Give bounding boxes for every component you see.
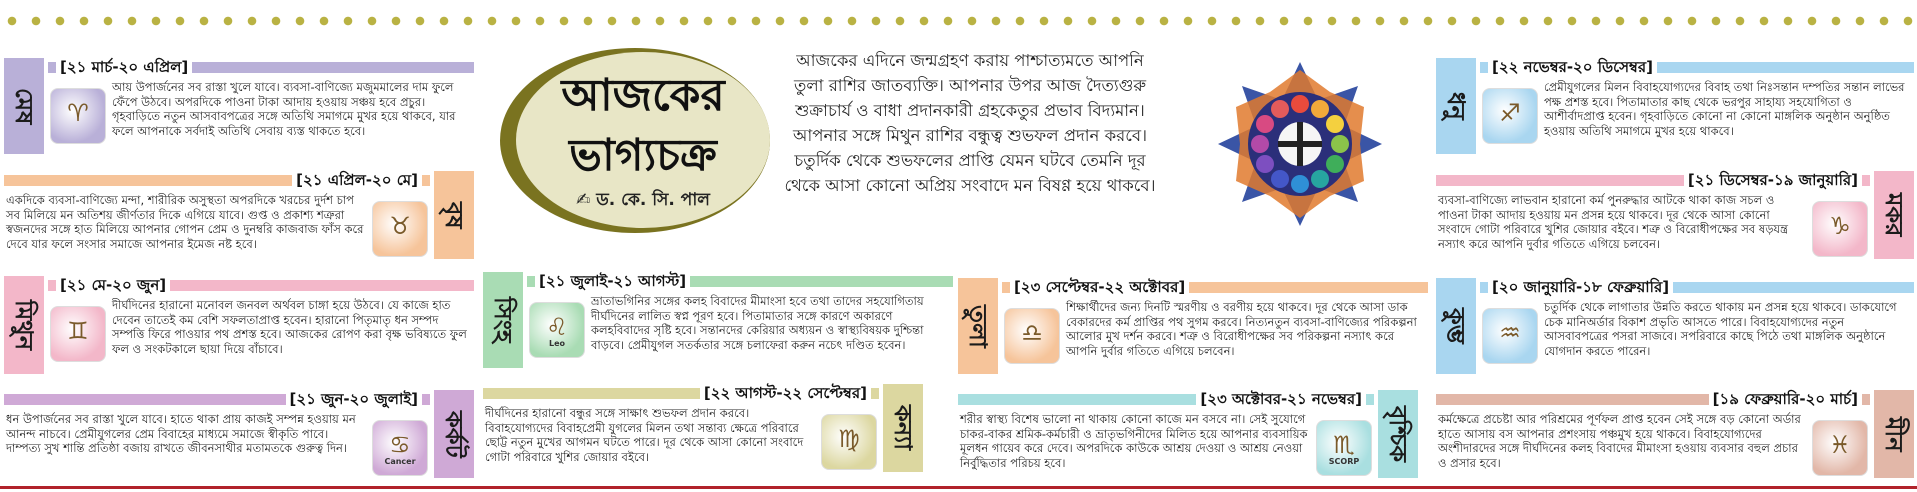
capricorn-goat-icon: [1812, 201, 1868, 257]
sign-block: [1436, 384, 1914, 484]
zodiac-glyph-icon: ♏: [1333, 431, 1355, 459]
sign-name-tab: সিংহ: [483, 272, 523, 368]
sign-name-tab: কর্কট: [434, 390, 474, 478]
zodiac-caption: Leo: [548, 339, 566, 348]
forecast-text: চতুর্দিক থেকে লাগাতার উন্নতি করতে থাকায় মন প্রসন্ন হয়ে থাকবে। ডাকযোগে চেক মানিঅর্ডার বিকাশ প্রভৃতি আসতে পারে। বিবাহযোগ্যদের নতুন আসবাবপত্রের পসরা সাজবে। সপরিবারে কাছে পিঠে তথা মাঙ্গলিক অনুষ্ঠানে যোগদান করতে পারেন।: [1544, 300, 1897, 358]
zodiac-glyph-icon: ♋: [389, 431, 411, 459]
sign-block: [4, 270, 474, 380]
dotted-top-border: [0, 14, 1917, 28]
zodiac-glyph-icon: ♊: [67, 317, 89, 345]
pen-nib-icon: ✍: [576, 190, 591, 210]
sign-name-tab: তুলা: [958, 278, 998, 374]
zodiac-glyph-icon: ♐: [1499, 99, 1521, 127]
leo-lion-icon: [529, 302, 585, 358]
zodiac-glyph-icon: ♍: [838, 425, 860, 453]
zodiac-glyph-icon: ♓: [1829, 431, 1851, 459]
libra-scales-icon: [1004, 308, 1060, 364]
sign-name-tab: মীন: [1874, 390, 1914, 478]
sign-block: [4, 384, 474, 484]
zodiac-wheel-icon: [1218, 62, 1382, 226]
sign-date-range: [২২ আগস্ট-২২ সেপ্টেম্বর]: [700, 383, 871, 403]
sign-block: [958, 384, 1418, 484]
forecast-text: ভ্রাতাভগিনির সঙ্গের কলহ বিবাদের মীমাংসা হবে তথা তাদের সহযোগিতায় দীর্ঘদিনের লালিত স্বপ্ন পূরণ হবে। পিতামাতার সঙ্গে কারণে অকারণে কলহবিবাদের সৃষ্টি হবে। সন্তানদের কেরিয়ার অধ্যয়ন ও স্বাস্থ্যবিষয়ক দুশ্চিন্তা বাড়বে। প্রেমীযুগল সতর্কতার সঙ্গে চলাফেরা করুন নচেৎ দণ্ডিত হবেন।: [591, 294, 924, 352]
sign-name-tab: বৃশ্চিক: [1378, 390, 1418, 478]
sign-date-range: [২১ মার্চ-২০ এপ্রিল]: [56, 57, 192, 77]
virgo-maiden-icon: [821, 414, 877, 470]
sign-block: [4, 165, 474, 265]
sign-block: [4, 52, 474, 160]
sign-name-tab: ধনু: [1436, 58, 1476, 154]
aries-ram-icon: [50, 88, 106, 144]
bottom-rule: [0, 486, 1917, 489]
forecast-text: শিক্ষার্থীদের জন্য দিনটি স্মরণীয় ও বরণীয় হয়ে থাকবে। দূর থেকে আসা ডাক বেকারদের কর্ম প্রাপ্তির পথ সুগম করবে। নিত্যনতুন ব্যবসা-বাণিজ্যের পরিকল্পনা আলোর মুখ দর্শন করবে। শত্রু ও বিরোধীপক্ষের সব পরিকল্পনা নস্যাৎ করে আপনি দুর্বার গতিতে এগিয়ে চলবেন।: [1066, 300, 1417, 358]
cancer-crab-icon: [372, 420, 428, 476]
sign-name-tab: কুম্ভ: [1436, 278, 1476, 374]
sign-block: [1436, 272, 1914, 380]
sign-block: [958, 272, 1428, 380]
zodiac-glyph-icon: ♈: [67, 99, 89, 127]
intro-paragraph: আজকের এদিনে জন্মগ্রহণ করায় পাশ্চাত্যমতে আপনি তুলা রাশির জাতব্যক্তি। আপনার উপর আজ দৈত্যগুরু শুক্রাচার্য ও বাধা প্রদানকারী গ্রহকেতুর প্রভাব বিদ্যমান। আপনার সঙ্গে মিথুন রাশির বন্ধুত্ব শুভফল প্রদান করবে। চতুর্দিক থেকে শুভফলের প্রাপ্তি যেমন ঘটবে তেমনি দূর থেকে আসা কোনো অপ্রিয় সংবাদে মন বিষণ্ণ হয়ে থাকবে।: [784, 51, 1156, 195]
sign-date-range: [১৯ ফেব্রুয়ারি-২০ মার্চ]: [1709, 389, 1862, 409]
sign-name-tab: বৃষ: [434, 171, 474, 259]
zodiac-glyph-icon: ♎: [1021, 319, 1043, 347]
aquarius-water-bearer-icon: [1482, 308, 1538, 364]
sign-date-range: [২০ জানুয়ারি-১৮ ফেব্রুয়ারি]: [1488, 277, 1673, 297]
sign-date-range: [২২ নভেম্বর-২০ ডিসেম্বর]: [1488, 57, 1657, 77]
zodiac-caption: SCORP: [1328, 457, 1360, 466]
scorpio-scorpion-icon: [1316, 420, 1372, 476]
sign-date-range: [২১ জুন-২০ জুলাই]: [286, 389, 423, 409]
page-title: আজকের ভাগ্যচক্র: [561, 70, 725, 181]
sign-name-tab: মেষ: [4, 58, 44, 154]
sign-date-range: [২১ এপ্রিল-২০ মে]: [292, 170, 422, 190]
taurus-bull-icon: [372, 201, 428, 257]
sign-date-range: [২১ ডিসেম্বর-১৯ জানুয়ারি]: [1684, 170, 1862, 190]
forecast-text: দীর্ঘদিনের হারানো বন্ধুর সঙ্গে সাক্ষাৎ শুভফল প্রদান করবে। বিবাহযোগ্যদের বিবাহপ্রেমী যুগলের মিলন তথা সন্তাব্য ক্ষেত্রে পরিবারে ছোট্ট নতুন মুখের আগমন ঘটতে পারে। দূর থেকে আসা কোনো সংবাদে গোটা পরিবারে খুশির জোয়ার বইবে।: [485, 406, 804, 464]
zodiac-glyph-icon: ♉: [389, 212, 411, 240]
sign-date-range: [২৩ অক্টোবর-২১ নভেম্বর]: [1196, 389, 1366, 409]
forecast-text: প্রেমীযুগলের মিলন বিবাহযোগ্যদের বিবাহ তথা নিঃসন্তান দম্পতির সন্তান লাভের পক্ষ প্রশস্ত হবে। পিতামাতার কাছ থেকে ভরপুর সাহায্য সহযোগিতা ও আশীর্বাদপ্রাপ্ত হবেন। গৃহবাড়িতে কোনো না কোনো মাঙ্গলিক অনুষ্ঠান অনুষ্ঠিত হওয়ায় অতিথি সমাগমে মুখর হয়ে থাকবে।: [1544, 80, 1905, 138]
sign-block: [483, 266, 953, 374]
title-fill: [516, 52, 770, 228]
title-badge: [500, 48, 770, 233]
zodiac-glyph-icon: ♒: [1499, 319, 1521, 347]
forecast-text: কর্মক্ষেত্রে প্রচেষ্টা আর পরিশ্রমের পূর্ণফল প্রাপ্ত হবেন সেই সঙ্গে বড় কোনো অর্ডার হাতে আসায় বস আপনার প্রশংসায় পঞ্চমুখ হয়ে থাকবে। বিবাহযোগ্যদের অংশীদারদের সঙ্গে দীর্ঘদিনের কলহ বিবাদের মীমাংসা হওয়ায় ব্যবসার বহুল প্রচার ও প্রসার হবে।: [1438, 412, 1801, 470]
sagittarius-archer-icon: [1482, 88, 1538, 144]
gemini-twins-icon: [50, 306, 106, 362]
sign-name-tab: মকর: [1874, 171, 1914, 259]
zodiac-glyph-icon: ♑: [1829, 212, 1851, 240]
zodiac-caption: Cancer: [384, 457, 416, 466]
zodiac-glyph-icon: ♌: [546, 313, 568, 341]
sign-date-range: [২৩ সেপ্টেম্বর-২২ অক্টোবর]: [1010, 277, 1189, 297]
forecast-text: একদিকে ব্যবসা-বাণিজ্যে মন্দা, শারীরিক অসুস্থতা অপরদিকে খরচের দুর্দশ চাপ সব মিলিয়ে মন অতিশয় জীর্ণতার দিকে এগিয়ে যাবে। গুপ্ত ও প্রকাশ্য শত্রুরা স্বজনদের সঙ্গে হাত মিলিয়ে আপনার গোপন প্রেম ও দুনম্বরি কাজবাজ ফাঁস করে দেবে যার ফলে সংসার সমাজে আপনার ইমেজ নষ্ট হবে।: [6, 193, 364, 251]
sign-name-tab: কন্যা: [883, 384, 923, 472]
author-byline: [516, 187, 770, 215]
sign-block: [1436, 165, 1914, 265]
sign-date-range: [২১ জুলাই-২১ আগস্ট]: [535, 271, 690, 291]
sign-name-tab: মিথুন: [4, 276, 44, 374]
pisces-fish-icon: [1812, 420, 1868, 476]
forecast-text: আয় উপার্জনের সব রাস্তা খুলে যাবে। ব্যবসা-বাণিজ্যে মজুমমালের দাম ফুলে ফেঁপে উঠবে। অপরদিকে পাওনা টাকা আদায় হওয়ায় সঞ্চয় হবে প্রচুর। গৃহবাড়িতে নতুন আসবাবপত্রের সঙ্গে অতিথি সমাগমে মুখর হয়ে থাকবে, যার ফলে আপনাকে সর্বদাই অতিথি সেবায় ব্যস্ত থাকতে হবে।: [112, 80, 456, 138]
forecast-text: ধন উপার্জনের সব রাস্তা খুলে যাবে। হাতে থাকা প্রায় কাজই সম্পন্ন হওয়ায় মন আনন্দ নাচবে। প্রেমীযুগলের প্রেম বিবাহের মাধ্যমে সমাজে স্বীকৃতি পাবে। দাম্পত্য সুখ শান্তি প্রতিষ্ঠা বজায় রাখতে জীবনসাথীর মতামতকে গুরুত্ব দিন।: [6, 412, 356, 456]
sign-block: [1436, 52, 1914, 160]
forecast-text: শরীর স্বাস্থ্য বিশেষ ভালো না থাকায় কোনো কাজে মন বসবে না। সেই সুযোগে চাকর-বাকর শ্রমিক-কর্মচারী ও ভ্রাতৃভগিনীদের মিলিত হয়ে আপনার ব্যবসায়িক মূলধন গায়েব করে দেবে। অপরদিকে কাউকে আশ্রয় দেওয়া ও আশ্রয় নেওয়া নির্বুদ্ধিতার পরিচয় হবে।: [960, 412, 1308, 470]
author-name: ড. কে. সি. পাল: [596, 190, 710, 210]
forecast-text: ব্যবসা-বাণিজ্যে লাভবান হারানো কর্ম পুনরুদ্ধার আটকে থাকা কাজ সচল ও পাওনা টাকা আদায় হওয়ায় মন প্রসন্ন হয়ে থাকবে। দূর থেকে আসা কোনো সংবাদে গোটা পরিবারে খুশির জোয়ার বইবে। শত্রু ও বিরোধীপক্ষের সব ষড়যন্ত্র নস্যাৎ করে আপনি দুর্বার গতিতে এগিয়ে চলবেন।: [1438, 193, 1789, 251]
sign-block: [483, 378, 923, 478]
forecast-text: দীর্ঘদিনের হারানো মনোবল জনবল অর্থবল চাঙ্গা হয়ে উঠবে। যে কাজে হাত দেবেন তাতেই কম বেশি সফলতাপ্রাপ্ত হবেন। হারানো পিতৃমাতৃ ধন সম্পদ সম্পত্তি ফিরে পাওয়ার পথ প্রশস্ত হবে। আজকের রোপণ করা বৃক্ষ ভবিষ্যতে ফুল ফল ও সংকটকালে ছায়া দিয়ে বাঁচাবে।: [112, 298, 467, 356]
sign-date-range: [২১ মে-২০ জুন]: [56, 275, 170, 295]
